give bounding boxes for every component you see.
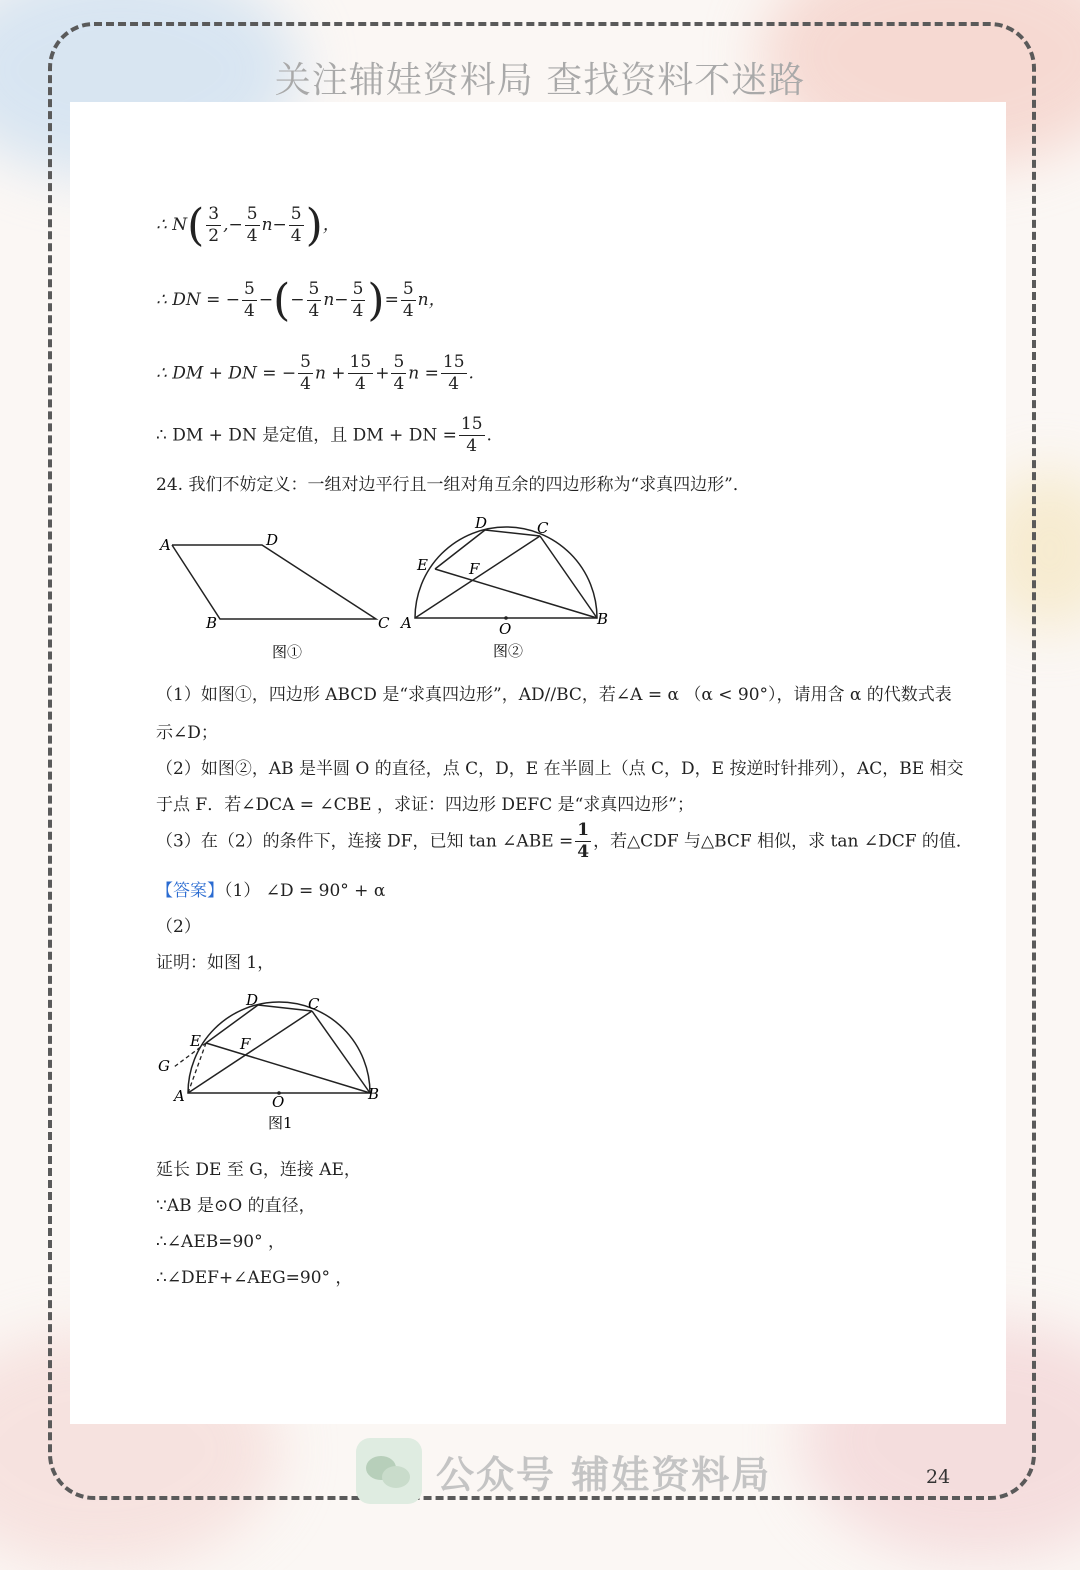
fig2-caption: 图② [493,642,524,660]
question-2-line-2: 于点 F．若∠DCA = ∠CBE ，求证：四边形 DEFC 是“求真四边形”； [156,795,694,815]
page-number: 24 [926,1466,951,1488]
question-3: （3）在（2）的条件下，连接 DF，已知 tan ∠ABE = $\frac{1}{4}$ ，若△CDF 与△BCF 相似，求 tan ∠DCF 的值． [156,820,973,863]
fig1-label-d: D [266,531,279,549]
question-1-line-2: 示∠D； [156,723,218,743]
fig3-label-c: C [308,995,320,1013]
answer-1: 【答案】（1） ∠D = 90° + α [156,881,386,901]
fig2-label-d: D [475,514,488,532]
wechat-footer-watermark [356,1438,771,1504]
fig2-label-o: O [499,620,512,638]
figure-2-semicircle [395,510,625,665]
fig3-label-b: B [368,1085,380,1103]
proof-step-1: 延长 DE 至 G，连接 AE， [156,1160,361,1180]
wechat-icon [356,1438,422,1504]
fig3-label-d: D [246,991,259,1009]
answer-2-label: （2） [156,917,201,937]
answer-tag: 【答案】 [156,881,224,901]
figure-1-quadrilateral [150,525,400,665]
fig3-label-a: A [174,1087,185,1105]
figure-3-semicircle-extended [150,985,390,1135]
fig2-label-c: C [537,519,549,537]
fig1-label-b: B [206,614,218,632]
fig3-label-o: O [272,1093,285,1111]
fig3-label-f: F [240,1035,251,1053]
fig1-label-a: A [160,536,171,554]
question-1-line-1: （1）如图①，四边形 ABCD 是“求真四边形”，AD//BC，若∠A = α （α < 90°），请用含 α 的代数式表 [156,685,952,705]
proof-step-3: ∴∠AEB=90° ， [156,1232,286,1252]
fig1-caption: 图① [272,643,303,661]
fig2-label-b: B [597,610,609,628]
proof-intro: 证明：如图 1， [156,953,275,973]
fig2-label-a: A [401,614,412,632]
derivation-line-n: ∴ N( $\frac{3}{2}$ ,− $\frac{5}{4}$ n− $\frac{5}{4}$ )， [156,200,340,251]
fig2-label-e: E [417,556,428,574]
footer-account-name: 公众号 辅娃资料局 [436,1452,772,1497]
fig2-label-f: F [469,560,480,578]
fig3-label-e: E [190,1032,201,1050]
proof-step-2: ∵AB 是⊙O 的直径， [156,1196,316,1216]
problem-24-title: 24. 我们不妨定义：一组对边平行且一组对角互余的四边形称为“求真四边形”． [156,475,750,495]
fig3-label-g: G [158,1057,170,1075]
derivation-line-dn: ∴ DN = − $\frac{5}{4}$ −(− $\frac{5}{4}$ n− $\frac{5}{4}$ )= $\frac{5}{4}$ n， [156,275,446,326]
fig3-caption: 图1 [268,1114,293,1132]
derivation-line-sum: ∴ DM + DN = − $\frac{5}{4}$ n + $\frac{15}{4}$ + $\frac{5}{4}$ n = $\frac{15}{4}$ . [156,352,474,395]
proof-step-4: ∴∠DEF+∠AEG=90° ， [156,1268,353,1288]
question-2-line-1: （2）如图②，AB 是半圆 O 的直径，点 C，D，E 在半圆上（点 C，D，E 按逆时针排列），AC，BE 相交 [156,759,964,779]
derivation-line-constant: ∴ DM + DN 是定值，且 DM + DN = $\frac{15}{4}$ . [156,414,492,457]
fig1-label-c: C [378,614,390,632]
page-header-slogan: 关注辅娃资料局 查找资料不迷路 [274,60,806,101]
